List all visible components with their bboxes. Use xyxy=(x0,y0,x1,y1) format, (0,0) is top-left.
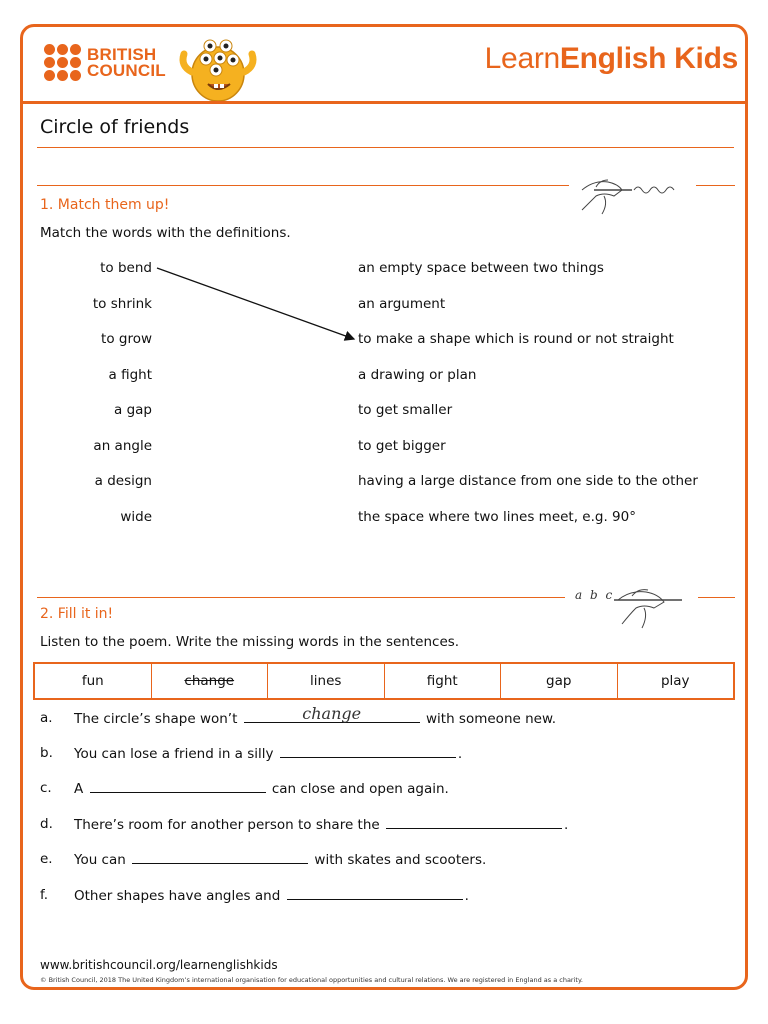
question-f: Other shapes have angles and . xyxy=(74,888,469,904)
question-e: You can with skates and scooters. xyxy=(74,852,487,868)
match-definition: to get smaller xyxy=(358,402,453,418)
match-definition: an argument xyxy=(358,296,446,312)
word-bank-item: fight xyxy=(385,664,502,698)
section1-rule-right xyxy=(696,185,735,186)
section2-rule-right xyxy=(698,597,735,598)
brand-line2: COUNCIL xyxy=(87,60,166,80)
question-c: A can close and open again. xyxy=(74,781,449,797)
section1-rule-left xyxy=(37,185,569,186)
answer-blank[interactable] xyxy=(132,851,308,864)
answer-blank[interactable] xyxy=(280,745,456,758)
match-word: to bend xyxy=(100,260,152,276)
title-divider xyxy=(37,147,734,148)
word-bank-item-used: change xyxy=(152,664,269,698)
answer-text: change xyxy=(302,704,362,723)
question-letter: c. xyxy=(40,780,52,796)
section1-instruction: Match the words with the definitions. xyxy=(40,225,291,241)
question-b: You can lose a friend in a silly . xyxy=(74,746,463,762)
section1-title: 1. Match them up! xyxy=(40,197,170,213)
answer-blank[interactable] xyxy=(90,780,266,793)
match-word: a gap xyxy=(114,402,152,418)
match-definition: having a large distance from one side to the other xyxy=(358,473,698,489)
british-council-dots-icon xyxy=(44,44,81,81)
question-d: There’s room for another person to share the . xyxy=(74,817,569,833)
british-council-logo xyxy=(44,44,166,81)
question-letter: f. xyxy=(40,887,49,903)
worksheet-frame xyxy=(20,24,748,990)
answer-blank[interactable] xyxy=(386,816,562,829)
answer-blank[interactable] xyxy=(244,704,420,723)
question-a: The circle’s shape won’t change with someone new. xyxy=(74,704,557,727)
question-letter: d. xyxy=(40,816,53,832)
word-bank-item: play xyxy=(660,673,690,689)
match-definition: to make a shape which is round or not straight xyxy=(358,331,674,347)
word-bank-item: lines xyxy=(268,664,385,698)
header-divider xyxy=(23,101,745,104)
question-letter: a. xyxy=(40,710,53,726)
abc-label: a b c xyxy=(575,588,615,602)
word-bank xyxy=(33,662,735,700)
section2-rule-left xyxy=(37,597,565,598)
writing-hand-icon xyxy=(574,170,690,220)
writing-hand-icon xyxy=(612,584,696,632)
match-word: to shrink xyxy=(92,296,152,312)
question-letter: e. xyxy=(40,851,53,867)
match-definition: a drawing or plan xyxy=(358,367,477,383)
match-word: to grow xyxy=(101,331,152,347)
section2-instruction: Listen to the poem. Write the missing words in the sentences. xyxy=(40,634,460,650)
match-word: an angle xyxy=(93,438,152,454)
section2-title: 2. Fill it in! xyxy=(40,606,114,622)
page-title: Circle of friends xyxy=(40,116,190,138)
match-definition: an empty space between two things xyxy=(358,260,604,276)
word-bank-item: fun xyxy=(35,664,152,698)
brand-line1: BRITISH xyxy=(87,44,157,64)
word-bank-item: gap xyxy=(501,664,618,698)
match-word: a design xyxy=(94,473,152,489)
learnenglish-kids-logo: LearnEnglish Kids xyxy=(484,42,738,75)
monster-mascot-icon xyxy=(176,32,260,104)
match-word: wide xyxy=(120,509,152,525)
match-definition: the space where two lines meet, e.g. 90° xyxy=(358,509,636,525)
match-definition: to get bigger xyxy=(358,438,446,454)
match-word: a fight xyxy=(108,367,152,383)
question-letter: b. xyxy=(40,745,53,761)
footer-url[interactable]: www.britishcouncil.org/learnenglishkids xyxy=(40,958,278,972)
answer-blank[interactable] xyxy=(287,887,463,900)
footer-copyright: © British Council, 2018 The United Kingdom’s international organisation for educational opportunities and cultural relations. We are registered in England as a charity. xyxy=(40,976,583,984)
